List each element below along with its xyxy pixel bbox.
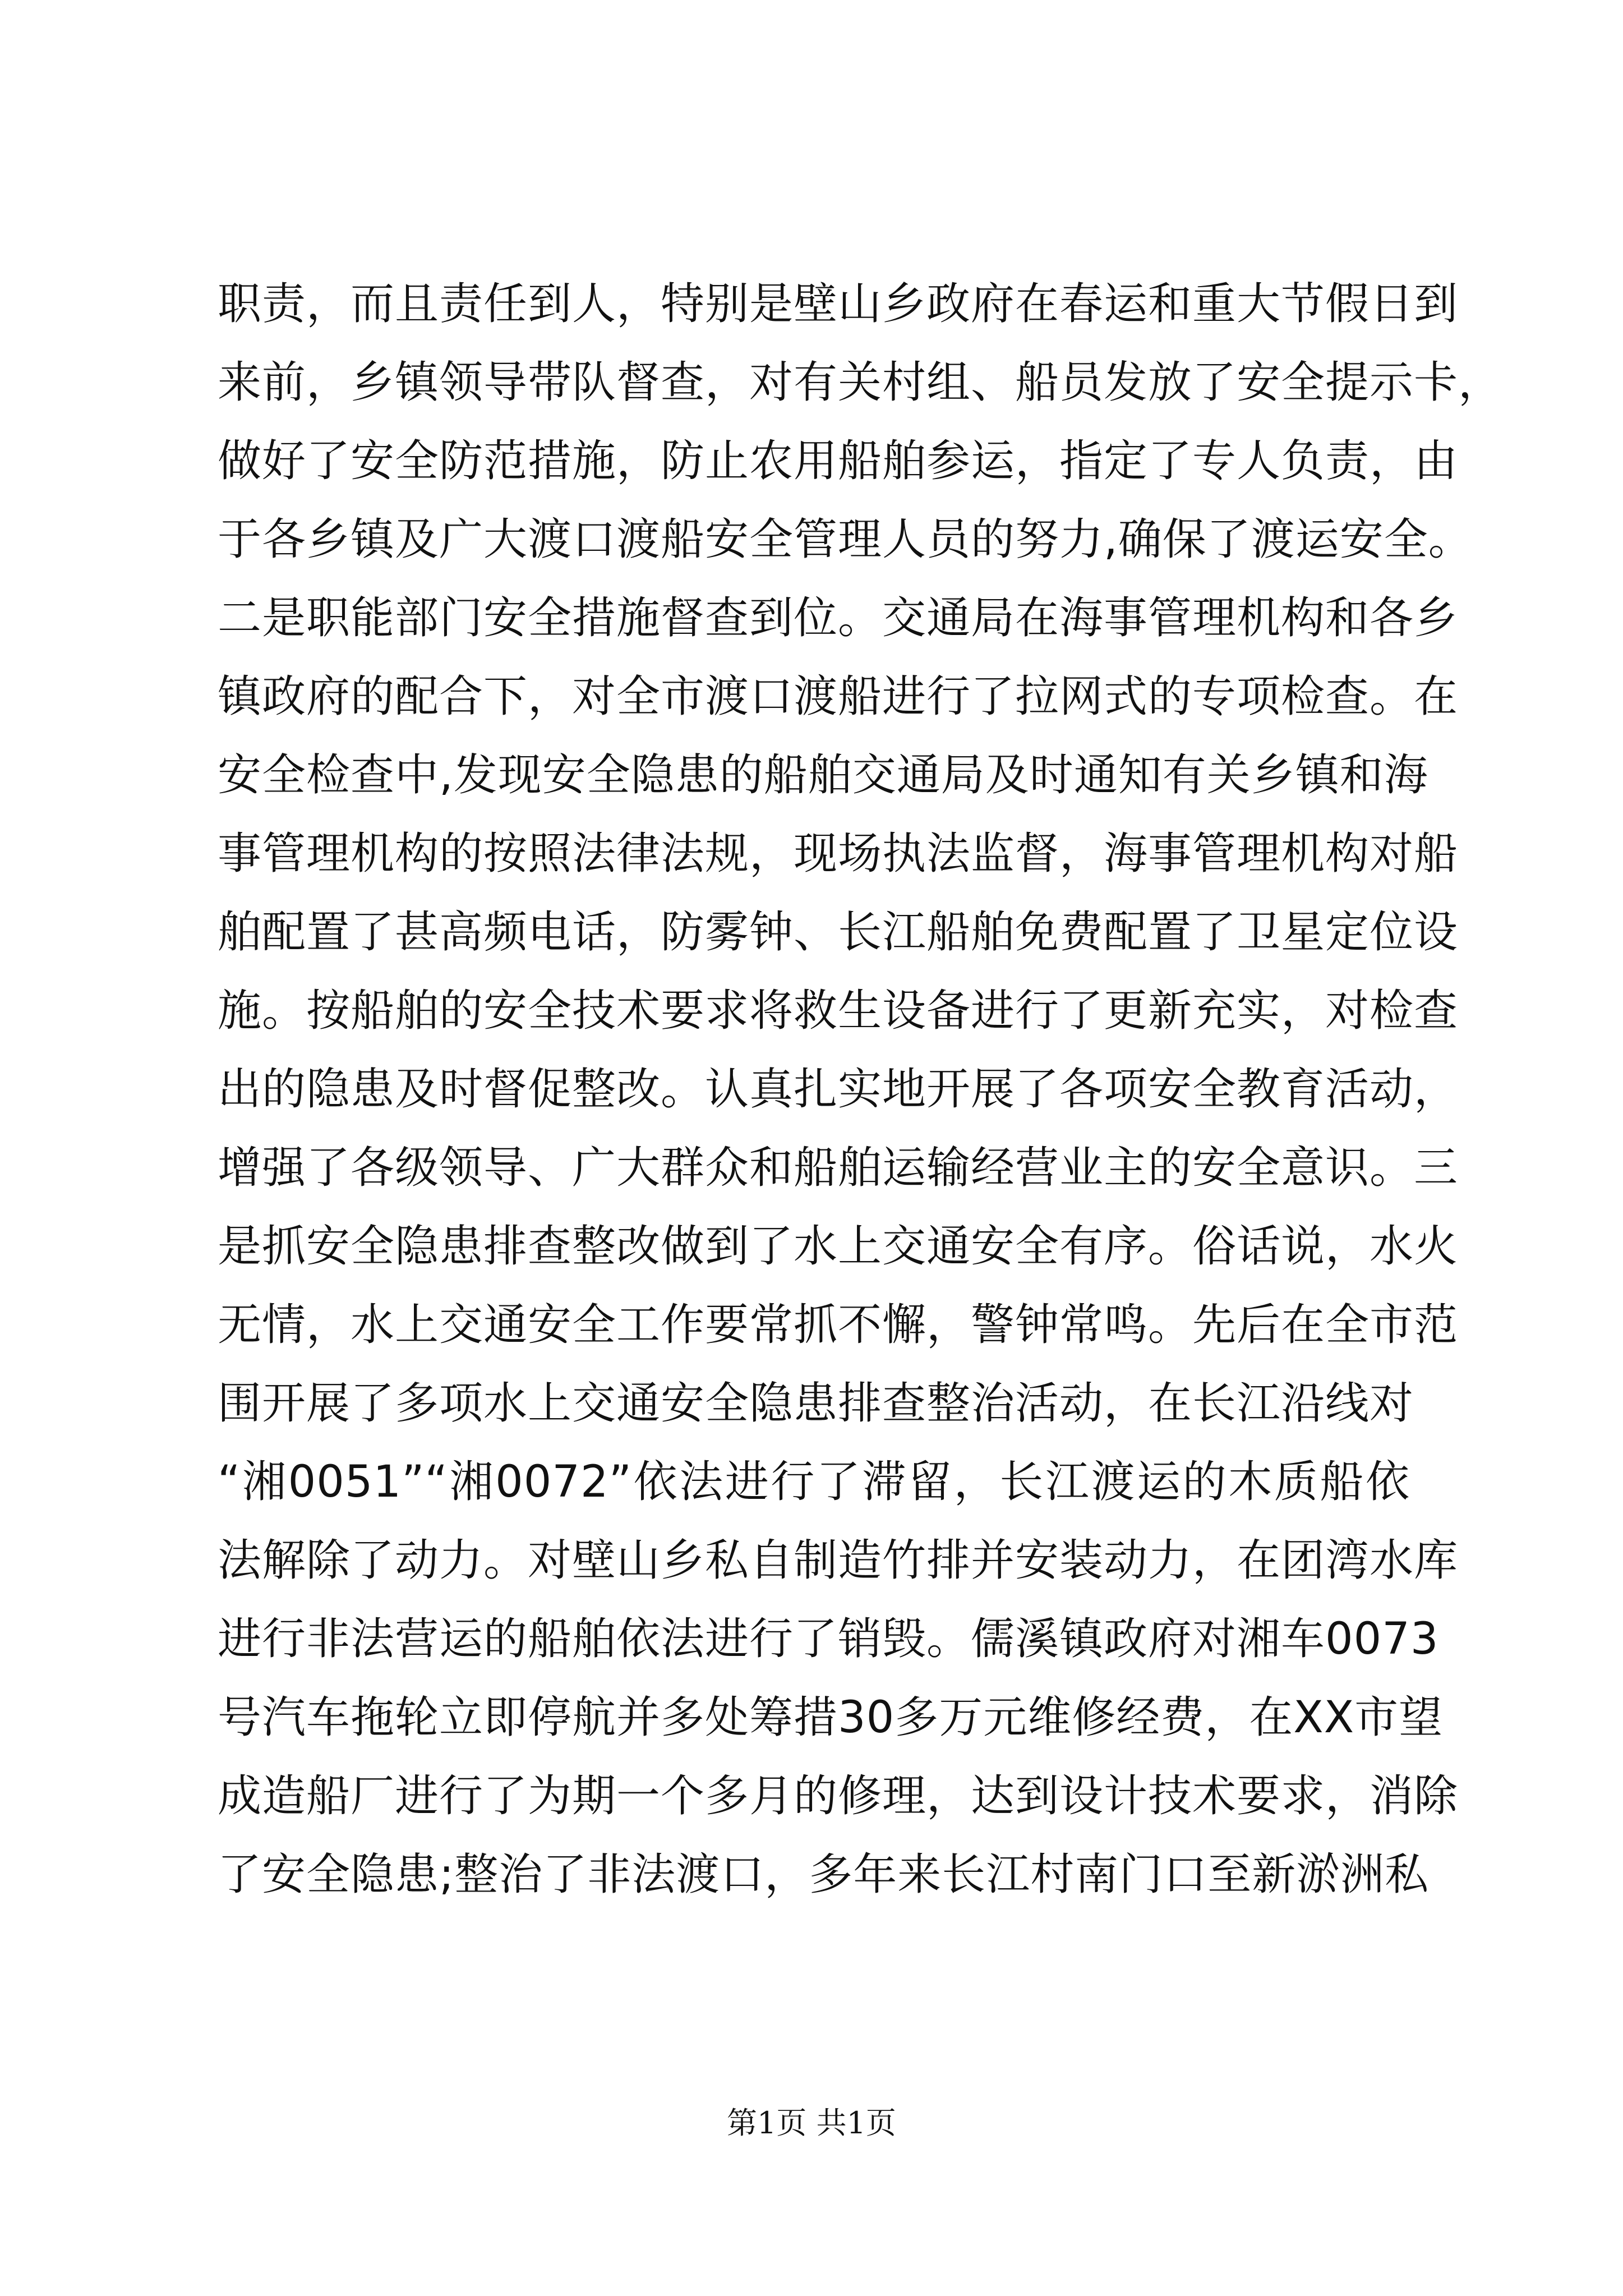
text-line: 施。按船舶的安全技术要求将救生设备进行了更新充实，对检查 (218, 986, 1459, 1036)
text-line: 出的隐患及时督促整改。认真扎实地开展了各项安全教育活动， (218, 1064, 1459, 1115)
text-line: 法解除了动力。对壁山乡私自制造竹排并安装动力，在团湾水库 (218, 1535, 1459, 1586)
text-line: 职责，而且责任到人，特别是壁山乡政府在春运和重大节假日到 (218, 279, 1459, 329)
text-line: 进行非法营运的船舶依法进行了销毁。儒溪镇政府对湘车0073 (218, 1614, 1439, 1664)
text-line: 是抓安全隐患排查整改做到了水上交通安全有序。俗话说，水火 (218, 1221, 1459, 1272)
text-line: 于各乡镇及广大渡口渡船安全管理人员的努力,确保了渡运安全。 (218, 514, 1473, 565)
text-line: 了安全隐患;整治了非法渡口，多年来长江村南门口至新淤洲私 (218, 1849, 1430, 1900)
text-line: 镇政府的配合下，对全市渡口渡船进行了拉网式的专项检查。在 (218, 671, 1459, 722)
text-line: 舶配置了甚高频电话，防雾钟、长江船舶免费配置了卫星定位设 (218, 907, 1459, 958)
text-line: 增强了各级领导、广大群众和船舶运输经营业主的安全意识。三 (218, 1143, 1459, 1193)
text-line: 二是职能部门安全措施督查到位。交通局在海事管理机构和各乡 (218, 593, 1459, 643)
text-line: 来前，乡镇领导带队督查，对有关村组、船员发放了安全提示卡， (218, 357, 1503, 408)
body-text (218, 265, 1503, 1914)
text-line: 事管理机构的按照法律法规，现场执法监督，海事管理机构对船 (218, 829, 1459, 879)
text-line: “湘0051”“湘0072”依法进行了滞留，长江渡运的木质船依 (218, 1457, 1410, 1507)
text-line: 号汽车拖轮立即停航并多处筹措30多万元维修经费，在XX市望 (218, 1692, 1444, 1743)
text-line: 围开展了多项水上交通安全隐患排查整治活动，在长江沿线对 (218, 1378, 1414, 1429)
text-line: 安全检查中,发现安全隐患的船舶交通局及时通知有关乡镇和海 (218, 750, 1428, 800)
text-line: 无情，水上交通安全工作要常抓不懈，警钟常鸣。先后在全市范 (218, 1300, 1459, 1350)
page-number-footer: 第1页 共1页 (727, 2105, 896, 2141)
text-line: 成造船厂进行了为期一个多月的修理，达到设计技术要求，消除 (218, 1771, 1459, 1821)
text-line: 做好了安全防范措施，防止农用船舶参运，指定了专人负责，由 (218, 436, 1459, 486)
